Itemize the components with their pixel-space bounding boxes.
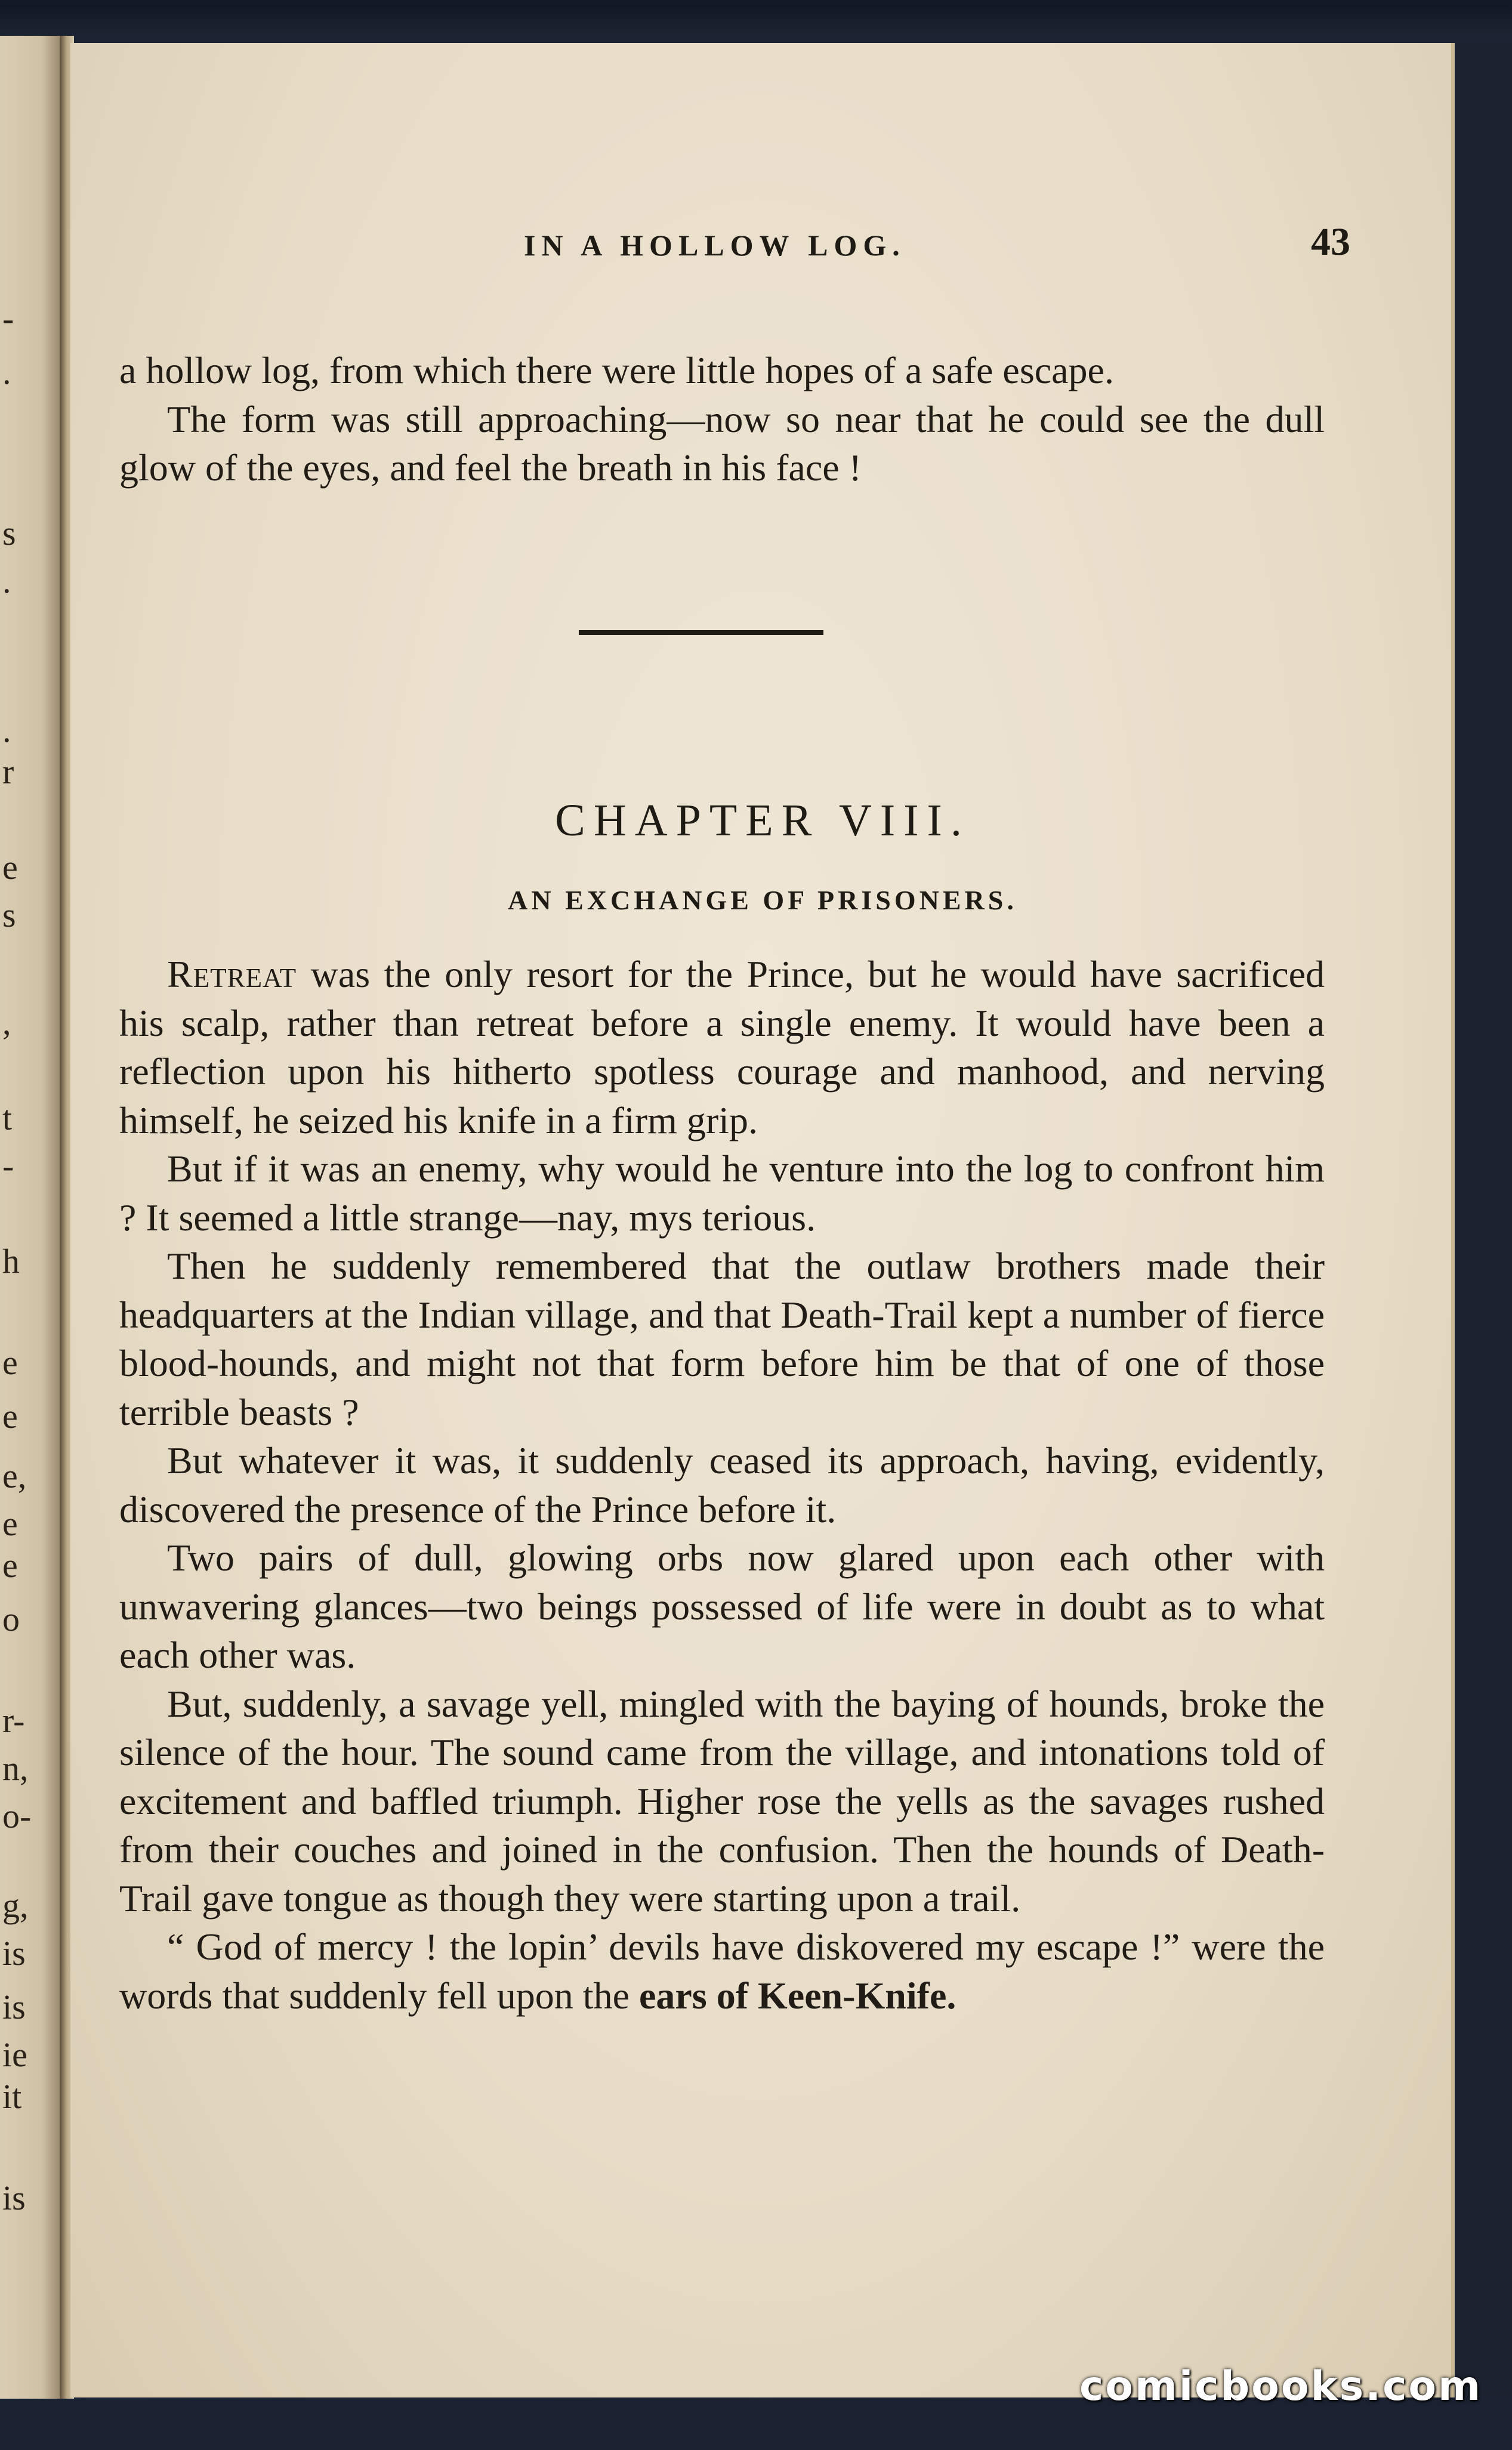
continuation-paragraph: a hollow log, from which there were little hopes of a safe escape.	[119, 349, 1114, 391]
paragraph-text: was the only resort for the Prince, but he would have sacrificed his scalp, rather than retreat before a single enemy. It would have been a reflection upon his hitherto spotless courage and manhood, and nerving himself, he seized his knife in a firm grip.	[119, 953, 1325, 1141]
chapter-title: CHAPTER VIII.	[555, 795, 970, 846]
previous-page-text-fragment: .	[2, 561, 11, 600]
lead-word: Retreat	[167, 953, 297, 995]
previous-page-text-fragment: s	[2, 514, 16, 553]
paragraph-text-bold: ears of Keen-Knife.	[638, 1974, 956, 2017]
chapter-paragraph: But if it was an enemy, why would he venture into the log to confront him ? It seemed a little strange—nay, mys terious.	[119, 1147, 1325, 1239]
previous-page-text-fragment: -	[2, 299, 14, 338]
previous-page-text-fragment: e	[2, 1397, 18, 1436]
previous-page-text-fragment: ,	[2, 1003, 11, 1042]
previous-page-text-fragment: e,	[2, 1457, 27, 1495]
previous-page-text-fragment: s	[2, 896, 16, 934]
previous-page-text-fragment: g,	[2, 1886, 29, 1925]
previous-page-text-fragment: is	[2, 1934, 26, 1973]
previous-page-text-fragment: is	[2, 2179, 26, 2217]
previous-page-text-fragment: e	[2, 1546, 18, 1585]
previous-page-text-fragment: r	[2, 752, 14, 791]
previous-page-text-fragment: e	[2, 1504, 18, 1543]
chapter-paragraph	[119, 1923, 1325, 2020]
previous-page-text-fragment: -	[2, 1146, 14, 1185]
chapter-paragraph: Then he suddenly remembered that the outlaw brothers made their headquarters at the Indian village, and that Death-Trail kept a number of fierce blood-hounds, and might not that form before him be that of one of those terrible beasts ?	[119, 1245, 1325, 1433]
page-header	[70, 216, 1455, 288]
previous-page-text-fragment: h	[2, 1242, 20, 1280]
previous-page-text-fragment: it	[2, 2077, 22, 2116]
previous-page-text-fragment: ie	[2, 2035, 27, 2074]
section-divider-rule	[579, 630, 823, 635]
continuation-paragraph: The form was still approaching—now so near that he could see the dull glow of the eyes, and feel the breath in his face !	[119, 397, 1325, 489]
chapter-paragraph: Two pairs of dull, glowing orbs now glared upon each other with unwavering glances—two beings possessed of life were in doubt as to what each other was.	[119, 1536, 1325, 1676]
previous-page-text-fragment: e	[2, 1343, 18, 1382]
book-page	[70, 43, 1455, 2397]
previous-page-text-fragment: o	[2, 1600, 20, 1639]
paragraph-text: “ God of mercy ! the lopin’ devils have diskovered my escape !” were the words that suddenly fell upon the	[119, 1926, 1325, 2017]
running-title: IN A HOLLOW LOG.	[524, 229, 906, 262]
previous-page-text-fragment: .	[2, 353, 11, 391]
page-number: 43	[1311, 220, 1350, 264]
continuation-text	[119, 346, 1325, 492]
previous-page-text-fragment: is	[2, 1988, 26, 2026]
previous-page-text-fragment: o-	[2, 1797, 32, 1835]
chapter-body	[119, 950, 1325, 2020]
previous-page-edge	[0, 36, 60, 2399]
chapter-paragraph: But, suddenly, a savage yell, mingled with the baying of hounds, broke the silence of the hour. The sound came from the village, and intonations told of excitement and baffled triumph. Higher rose the yells as the savages rushed from their couches and joined in the confusion. Then the hounds of Death-Trail gave tongue as though they were starting upon a trail.	[119, 1682, 1325, 1920]
previous-page-text-fragment: e	[2, 848, 18, 887]
chapter-subtitle: AN EXCHANGE OF PRISONERS.	[508, 885, 1017, 915]
previous-page-text-fragment: r-	[2, 1701, 25, 1740]
previous-page-text-fragment: .	[2, 711, 11, 749]
previous-page-text-fragment: t	[2, 1099, 13, 1137]
chapter-paragraph: But whatever it was, it suddenly ceased its approach, having, evidently, discovered the presence of the Prince before it.	[119, 1439, 1325, 1531]
site-watermark: comicbooks.com	[1079, 2363, 1482, 2410]
scanner-background-top	[0, 0, 1512, 42]
previous-page-text-fragment: n,	[2, 1749, 29, 1788]
chapter-paragraph	[119, 950, 1325, 1144]
